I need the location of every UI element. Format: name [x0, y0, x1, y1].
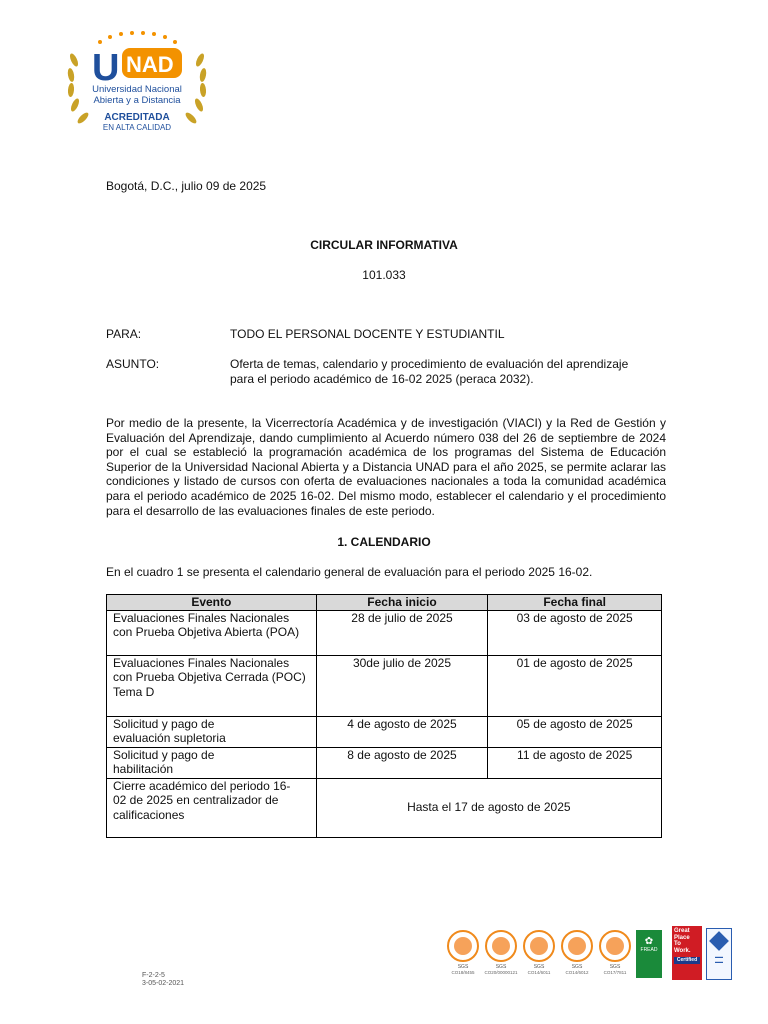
sgs-seal: SGS CO20/00000121: [484, 930, 518, 982]
cell-inicio: 30de julio de 2025: [316, 655, 488, 716]
cell-final: 05 de agosto de 2025: [488, 716, 662, 747]
cell-evento: Solicitud y pago de habilitación: [107, 747, 317, 778]
cell-final: 01 de agosto de 2025: [488, 655, 662, 716]
cell-inicio: 8 de agosto de 2025: [316, 747, 488, 778]
sgs-seal-icon: [561, 930, 593, 962]
logo-badge2: EN ALTA CALIDAD: [102, 123, 172, 132]
table-header-row: [107, 595, 662, 611]
unad-logo: [66, 30, 208, 142]
logo-badge1: ACREDITADA: [104, 112, 170, 123]
cell-inicio: 28 de julio de 2025: [316, 610, 488, 655]
asunto-line2: para el periodo académico de 16-02 2025 (peraca 2032).: [230, 372, 534, 386]
sgs-seal-icon: [447, 930, 479, 962]
table-row: [107, 655, 662, 716]
cell-evento: Solicitud y pago de evaluación supletoria: [107, 716, 317, 747]
circular-number: 101.033: [362, 268, 406, 282]
para-label: PARA:: [106, 327, 142, 341]
logo-brand-u: U: [92, 47, 120, 89]
asunto-line1: Oferta de temas, calendario y procedimiento de evaluación del aprendizaje: [230, 357, 629, 371]
para-value: TODO EL PERSONAL DOCENTE Y ESTUDIANTIL: [230, 327, 505, 341]
table-row: [107, 778, 662, 837]
header-fecha-final: Fecha final: [488, 595, 662, 611]
cell-inicio: 4 de agosto de 2025: [316, 716, 488, 747]
table-row: [107, 716, 662, 747]
sgs-seal: SGS CO18/8455: [446, 930, 480, 982]
logo-brand-nad: NAD: [126, 52, 174, 77]
sgs-seal-icon: [523, 930, 555, 962]
place-date: Bogotá, D.C., julio 09 de 2025: [106, 179, 267, 193]
footer-form-code: F-2-2-5 3-05-02-2021: [142, 972, 185, 987]
great-place-to-work-badge: Great Place To Work. Certified: [672, 926, 702, 980]
fread-icon: ✿: [644, 936, 654, 947]
calendar-table: [106, 594, 662, 838]
document-heading: CIRCULAR INFORMATIVA: [310, 238, 458, 252]
diamond-icon: [709, 931, 729, 951]
fread-badge: ✿ FREAD: [636, 930, 662, 978]
sgs-seal: SGS CO14/6012: [560, 930, 594, 982]
sgs-seal: SGS CO14/6011: [522, 930, 556, 982]
body-paragraph: Por medio de la presente, la Vicerrectoría Académica y de investigación (VIACI) y la Red de Gestión y Evaluación del Aprendizaje, dando cumplimiento al Acuerdo número 038 del 26 de septiembre de 2024 por el cual se estableció la programación académica de los programas del Sistema de Educación Superior de la Universidad Nacional Abierta y a Distancia UNAD para el año 2025, se permite aclarar las condiciones y listado de cursos con oferta de evaluaciones nacionales a toda la comunidad académica para el periodo académico de 2025 16-02. Del mismo modo, establecer el calendario y el procedimiento para el desarrollo de las evaluaciones finales de este periodo.: [106, 416, 666, 518]
asunto-label: ASUNTO:: [106, 357, 160, 371]
badge-lines-icon: ▬▬ ▬▬: [715, 954, 723, 964]
header-fecha-inicio: Fecha inicio: [316, 595, 488, 611]
sgs-seal-icon: [599, 930, 631, 962]
cell-final: 11 de agosto de 2025: [488, 747, 662, 778]
cell-merged-date: Hasta el 17 de agosto de 2025: [316, 778, 661, 837]
cell-final: 03 de agosto de 2025: [488, 610, 662, 655]
cell-evento: Evaluaciones Finales Nacionales con Prueba Objetiva Cerrada (POC) Tema D: [107, 655, 317, 716]
table-row: [107, 610, 662, 655]
sgs-seal: SGS CO17/7811: [598, 930, 632, 982]
logo-line1: Universidad Nacional: [92, 84, 182, 95]
dots-arc-icon: [98, 31, 177, 44]
logo-line2: Abierta y a Distancia: [93, 95, 181, 106]
cell-evento: Cierre académico del periodo 16- 02 de 2025 en centralizador de calificaciones: [107, 778, 317, 837]
header-evento: Evento: [107, 595, 317, 611]
table-row: [107, 747, 662, 778]
sgs-seal-icon: [485, 930, 517, 962]
certifications-bar: [446, 926, 736, 986]
section-intro: En el cuadro 1 se presenta el calendario general de evaluación para el periodo 2025 16-02.: [106, 565, 593, 579]
section-title: 1. CALENDARIO: [337, 535, 431, 549]
recognition-badge: [706, 928, 732, 980]
cell-evento: Evaluaciones Finales Nacionales con Prueba Objetiva Abierta (POA): [107, 610, 317, 655]
